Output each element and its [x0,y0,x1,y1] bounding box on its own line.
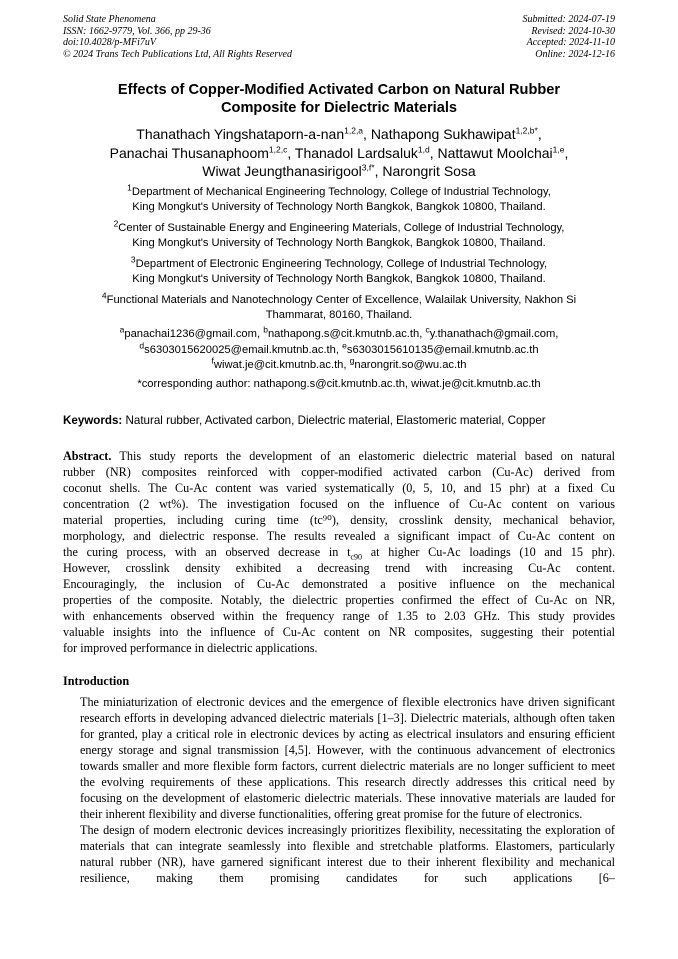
abstract-line: valuable insights into the influence of Cu-Ac content on NR composites, suggesting their potential [63,625,615,639]
submitted-date: Submitted: 2024-07-19 [522,14,615,25]
introduction-heading: Introduction [63,674,130,688]
doi: doi:10.4028/p-MFi7uV [63,37,157,49]
author-sup: 3,f* [361,162,375,173]
abstract-line: coconut shells. The Cu-Ac content was varied systematically (0, 5, 10, and 15 phr) at a fixed Cu [63,481,615,495]
email-link[interactable]: wiwat.je@cit.kmutnb.ac.th [213,359,344,372]
author-name: Nattawut Moolchai [437,144,553,161]
email-line-3: $^f$wiwat.je@cit.kmutnb.ac.th, $^g$narongrit.so@wu.ac.th [211,355,467,372]
author-name: Wiwat Jeungthanasirigool [202,163,362,180]
author-sup: 1,d [417,143,430,154]
author-sup: 1,2,c [268,143,288,154]
keywords-text: Natural rubber, Activated carbon, Dielectric material, Elastomeric material, Copper [122,414,546,427]
affiliation-number: 1 [127,182,132,193]
keywords-label: Keywords: [63,414,123,427]
author-name: Nathapong Sukhawipat [370,126,516,142]
author-sup: 1,2,b* [515,125,538,136]
abstract [63,448,615,656]
author-line-2: Panachai Thusanaphoom$^{1,2,c}$, Thanadol Lardsaluk$^{1,d}$, Nattawut Moolchai$^{1,e}$, [109,143,569,161]
affiliation-2: $^2$Center of Sustainable Energy and Engineering Materials, College of Industrial Technology, King Mongkut's University of Technology North Bangkok, Bangkok 10800, Thailand. [113,218,565,250]
email-line-2: $^d$s6303015620025@email.kmutnb.ac.th, $^e$s6303015610135@email.kmutnb.ac.th [139,339,539,356]
affiliation-3: $^3$Department of Electronic Engineering Technology, College of Industrial Technology, King Mongkut's University of Technology North Bangkok, Bangkok 10800, Thailand. [130,254,548,286]
email-link[interactable]: y.thanathach@gmail.com [429,328,556,340]
email-line-1: $^a$panachai1236@gmail.com, $^b$nathapong.s@cit.kmutnb.ac.th, $^c$y.thanathach@gmail.com, [119,324,559,340]
issn: ISSN: 1662-9779, Vol. 366, pp 29-36 [63,25,211,37]
author-line-3: Wiwat Jeungthanasirigool$^{3,f*}$, Narongrit Sosa [202,162,476,180]
keywords [63,413,623,428]
title-line-2: Composite for Dielectric Materials [220,100,457,116]
abstract-line: the curing process, with an observed decrease in $t_{c90}$ at higher Cu-Ac loadings (10 and 15 phr). [63,545,615,562]
abstract-line: Encouragingly, the inclusion of Cu-Ac demonstrated a positive influence on the mechanical [63,577,615,591]
abstract-line: concentration (2 wt%). The investigation focused on the influence of Cu-Ac content on various [63,497,615,511]
email-link[interactable]: narongrit.so@wu.ac.th [354,359,467,372]
journal-header-left [63,14,292,60]
abstract-line: rubber (NR) composites reinforced with copper-modified activated carbon (Cu-Ac) derived from [63,465,615,479]
introduction-paragraph-2: The design of modern electronic devices increasingly prioritizes flexibility, necessitating the exploration of materials that can integrate seamlessly into flexible and stretchable platforms. Elastomers, particularly natural rubber (NR), have garnered significant interest due to their inherent flexibility and mechanical resilience, making them promising candidates for such applications [6– [80,823,615,885]
affiliation-1: $^1$Department of Mechanical Engineering Technology, College of Industrial Technology, King Mongkut's University of Technology North Bangkok, Bangkok 10800, Thailand. [127,182,551,214]
affiliation-number: 3 [130,254,136,265]
corresponding-author: *corresponding author: nathapong.s@cit.kmutnb.ac.th, wiwat.je@cit.kmutnb.ac.th [137,378,541,390]
affiliation-number: 2 [113,218,119,229]
email-link[interactable]: s6303015620025@email.kmutnb.ac.th [144,343,336,356]
email-list [40,324,638,374]
abstract-line: with enhancements observed within the frequency range of 1.35 to 2.03 GHz. This study provides [63,609,615,623]
journal-name: Solid State Phenomena [63,14,156,25]
title-line-1: Effects of Copper-Modified Activated Carbon on Natural Rubber [117,82,561,98]
affiliation-4: $^4$Functional Materials and Nanotechnology Center of Excellence, Walailak University, Nakhon Si Thammarat, 80160, Thailand. [101,290,577,322]
author-line-1: Thanathach Yingshataporn-a-nan$^{1,2,a}$, Nathapong Sukhawipat$^{1,2,b*}$, [136,125,542,142]
paper-title [40,81,638,117]
abstract-line: However, crosslink density exhibited a decreasing trend with increasing Cu-Ac content. [63,561,615,575]
abstract-line: morphology, and dielectric response. The results revealed a significant impact of Cu-Ac content on [63,529,615,543]
author-sup: 1,e [552,143,565,154]
copyright: © 2024 Trans Tech Publications Ltd, All Rights Reserved [63,48,292,60]
author-name: Narongrit Sosa [382,163,476,180]
author-name: Thanathach Yingshataporn-a-nan [136,126,345,142]
introduction-body [63,694,615,886]
email-link[interactable]: panachai1236@gmail.com [124,328,257,340]
abstract-line: for improved performance in dielectric applications. [63,641,318,655]
introduction-paragraph-1: The miniaturization of electronic devices and the emergence of flexible electronics have driven significant research efforts in developing advanced dielectric materials [1–3]. Dielectric materials, although often taken for granted, play a critical role in electronic devices by acting as electrical insulators and ensuring efficient energy storage and signal transmission [4,5]. However, with the continuous advancement of electronics towards smaller and more flexible form factors, current dielectric materials are no longer sufficient to meet the evolving requirements of these applications. This research directly addresses this critical need by focusing on the development of elastomeric dielectric materials. These innovative materials are lauded for their inherent flexibility and diverse functionalities, offering great promise for the future of electronics. [80,695,615,821]
email-link[interactable]: nathapong.s@cit.kmutnb.ac.th [267,328,420,340]
author-sup: 1,2,a [344,125,364,136]
abstract-label: Abstract. [63,449,112,463]
revised-date: Revised: 2024-10-30 [531,25,615,37]
online-date: Online: 2024-12-16 [535,48,615,60]
abstract-line: Abstract. This study reports the development of an elastomeric dielectric material based on natural [63,449,615,463]
journal-header-right [523,14,616,60]
abstract-line: material properties, including curing time (tc⁹⁰), density, crosslink density, mechanical behavior, [63,513,615,527]
affiliation-number: 4 [101,290,107,301]
abstract-line: properties of the composite. Notably, the dielectric properties confirmed the effect of Cu-Ac on NR, [63,593,615,607]
accepted-date: Accepted: 2024-11-10 [526,37,615,49]
author-name: Panachai Thusanaphoom [109,144,269,161]
email-link[interactable]: s6303015610135@email.kmutnb.ac.th [346,343,539,356]
author-list [40,125,638,181]
author-name: Thanadol Lardsaluk [294,144,418,161]
